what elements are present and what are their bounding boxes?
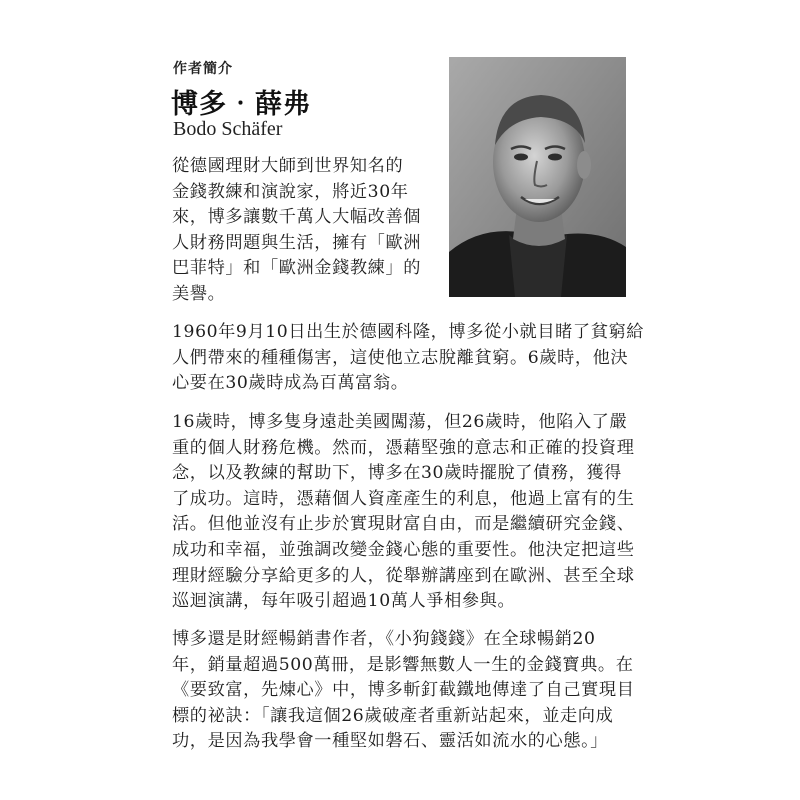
- text-line: 《要致富，先煉心》中，博多斬釘截鐵地傳達了自己實現目: [172, 680, 635, 701]
- text-line: 心要在30歲時成為百萬富翁。: [172, 373, 409, 394]
- text-line: 功，是因為我學會一種堅如磐石、靈活如流水的心態。」: [172, 731, 609, 752]
- text-line: 活。但他並沒有止步於實現財富自由，而是繼續研究金錢、: [172, 514, 635, 535]
- text-line: 來，博多讓數千萬人大幅改善個: [172, 207, 422, 228]
- text-line: 美譽。: [172, 283, 226, 304]
- text-line: 了成功。這時，憑藉個人資產產生的利息，他過上富有的生: [172, 488, 635, 509]
- text-line: 年，銷量超過500萬冊，是影響無數人一生的金錢寶典。在: [172, 654, 634, 675]
- text-line: 人們帶來的種種傷害，這使他立志脫離貧窮。6歲時，他決: [172, 347, 629, 368]
- career-paragraph: [172, 410, 635, 615]
- author-name-chinese: 博多‧薛弗: [171, 89, 311, 120]
- text-line: 博多還是財經暢銷書作者，《小狗錢錢》在全球暢銷20: [172, 629, 596, 649]
- text-line: 金錢教練和演說家，將近30年: [172, 181, 409, 202]
- text-line: 理財經驗分享給更多的人，從舉辦講座到在歐洲、甚至全球: [172, 565, 635, 586]
- portrait-image: [449, 57, 626, 297]
- text-line: 巡迴演講，每年吸引超過10萬人爭相參與。: [172, 591, 516, 612]
- text-line: 標的祕訣：「讓我這個26歲破產者重新站起來，並走向成: [172, 705, 614, 726]
- author-photo: [449, 57, 626, 297]
- books-paragraph: [172, 627, 635, 755]
- text-line: 重的個人財務危機。然而，憑藉堅強的意志和正確的投資理: [172, 437, 635, 458]
- text-line: 16歲時，博多隻身遠赴美國闖蕩，但26歲時，他陷入了嚴: [172, 412, 628, 432]
- intro-paragraph: [172, 154, 437, 308]
- text-line: 成功和幸福，並強調改變金錢心態的重要性。他決定把這些: [172, 539, 635, 560]
- text-line: 1960年9月10日出生於德國科隆，博多從小就目睹了貧窮給: [172, 322, 645, 342]
- text-line: 念，以及教練的幫助下，博多在30歲時擺脫了債務，獲得: [172, 463, 622, 484]
- text-line: 人財務問題與生活，擁有「歐洲: [172, 232, 422, 253]
- section-label: 作者簡介: [173, 61, 233, 77]
- author-name-english: Bodo Schäfer: [173, 118, 283, 140]
- text-line: 從德國理財大師到世界知名的: [172, 156, 404, 176]
- birth-paragraph: [172, 320, 645, 397]
- text-line: 巴菲特」和「歐洲金錢教練」的: [172, 258, 422, 279]
